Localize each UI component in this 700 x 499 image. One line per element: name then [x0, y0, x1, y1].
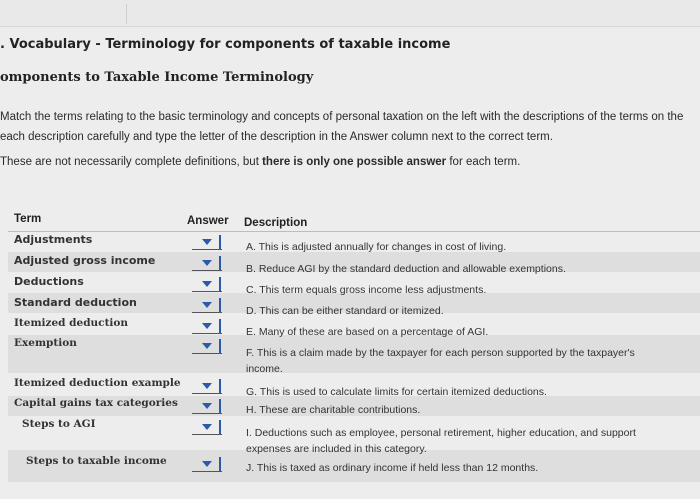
answer-dropdown[interactable] [192, 400, 222, 414]
instruction-line-1: Match the terms relating to the basic terminology and concepts of personal taxation on the left with the descriptions of the terms on the [0, 111, 684, 123]
term-label: Steps to taxable income [26, 455, 167, 467]
chevron-down-icon [202, 424, 212, 430]
description-text: D. This can be either standard or itemized. [246, 305, 444, 317]
divider [126, 4, 127, 24]
term-label: Steps to AGI [22, 418, 96, 430]
description-text: F. This is a claim made by the taxpayer for each person supported by the taxpayer's [246, 347, 635, 359]
header-rule [8, 231, 700, 232]
dropdown-edge [219, 235, 221, 249]
note-bold: there is only one possible answer [262, 156, 447, 168]
description-text: E. Many of these are based on a percentage of AGI. [246, 326, 489, 338]
chevron-down-icon [202, 302, 212, 308]
dropdown-edge [219, 457, 221, 471]
instruction-line-2: each description carefully and type the letter of the description in the Answer column next to the correct term. [0, 131, 553, 143]
dropdown-edge [219, 256, 221, 270]
description-text: C. This term equals gross income less adjustments. [246, 284, 487, 296]
term-label: Standard deduction [14, 296, 137, 309]
term-label: Adjustments [14, 233, 93, 246]
chevron-down-icon [202, 461, 212, 467]
column-header-answer: Answer [187, 215, 229, 227]
dropdown-edge [219, 399, 221, 413]
note-post: for each term. [449, 156, 521, 168]
chevron-down-icon [202, 281, 212, 287]
dropdown-edge [219, 379, 221, 393]
top-bar [0, 0, 700, 27]
dropdown-edge [219, 339, 221, 353]
dropdown-edge [219, 277, 221, 291]
description-text: H. These are charitable contributions. [246, 404, 421, 416]
term-label: Adjusted gross income [14, 254, 156, 267]
answer-dropdown[interactable] [192, 458, 222, 472]
description-text: expenses are included in this category. [246, 443, 427, 455]
term-label: Capital gains tax categories [14, 397, 178, 409]
column-header-description: Description [244, 217, 308, 229]
chevron-down-icon [202, 383, 212, 389]
description-text: A. This is adjusted annually for changes in cost of living. [246, 241, 507, 253]
description-text: B. Reduce AGI by the standard deduction and allowable exemptions. [246, 263, 566, 275]
description-text: G. This is used to calculate limits for certain itemized deductions. [246, 386, 547, 398]
chevron-down-icon [202, 343, 212, 349]
term-label: Itemized deduction example [14, 377, 181, 389]
chevron-down-icon [202, 239, 212, 245]
answer-dropdown[interactable] [192, 257, 222, 271]
page-title: . Vocabulary - Terminology for components of taxable income [0, 37, 451, 52]
description-text: income. [246, 363, 283, 375]
answer-dropdown[interactable] [192, 320, 222, 334]
note-pre: These are not necessarily complete definitions, but [0, 156, 259, 168]
answer-dropdown[interactable] [192, 236, 222, 250]
dropdown-edge [219, 319, 221, 333]
column-header-term: Term [14, 213, 42, 225]
answer-dropdown[interactable] [192, 340, 222, 354]
answer-dropdown[interactable] [192, 421, 222, 435]
answer-dropdown[interactable] [192, 278, 222, 292]
dropdown-edge [219, 298, 221, 312]
section-title: omponents to Taxable Income Terminology [0, 70, 314, 85]
instruction-note [0, 156, 520, 168]
answer-dropdown[interactable] [192, 380, 222, 394]
dropdown-edge [219, 420, 221, 434]
term-label: Exemption [14, 337, 77, 349]
description-text: J. This is taxed as ordinary income if held less than 12 months. [246, 462, 539, 474]
chevron-down-icon [202, 260, 212, 266]
term-label: Itemized deduction [14, 317, 129, 329]
answer-dropdown[interactable] [192, 299, 222, 313]
term-label: Deductions [14, 275, 84, 288]
description-text: I. Deductions such as employee, personal retirement, higher education, and support [246, 427, 636, 439]
chevron-down-icon [202, 403, 212, 409]
chevron-down-icon [202, 323, 212, 329]
